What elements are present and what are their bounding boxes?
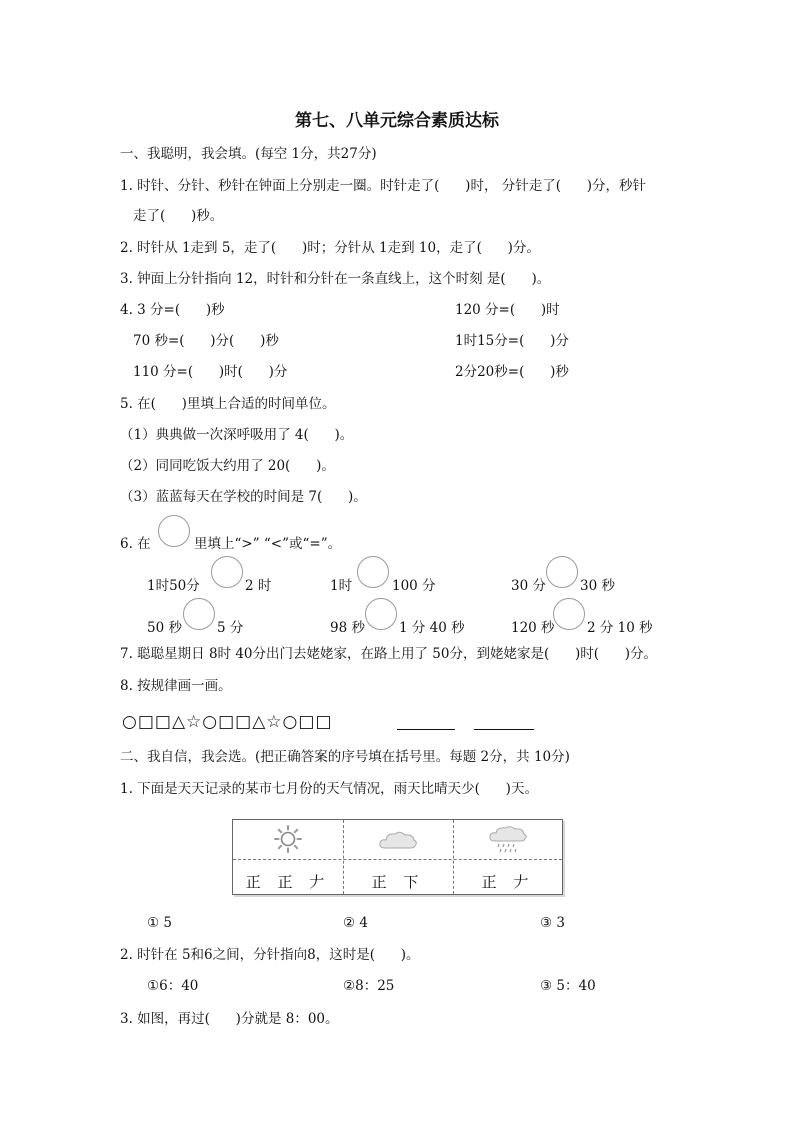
q5a-text: （1）典典做一次深呼吸用了 4( )。: [120, 427, 354, 443]
q7-text: 7. 聪聪星期日 8时 40分出门去姥姥家，在路上用了 50分，到姥姥家是( )时( )分。: [120, 646, 658, 662]
s2-q1-stem: 1. 下面是天天记录的某市七月份的天气情况，雨天比晴天少( )天。: [120, 781, 538, 797]
q6-stem-pre: 6. 在: [120, 536, 151, 552]
q5c-text: （3）蓝蓝每天在学校的时间是 7( )。: [120, 489, 367, 505]
section1-heading: 一、我聪明，我会填。(每空 1分，共27分): [120, 146, 377, 162]
page-title: 第七、八单元综合素质达标: [295, 111, 499, 131]
s2-q2-option-2[interactable]: ②8：25: [343, 978, 395, 994]
q5b-text: （2）同同吃饭大约用了 20( )。: [120, 458, 335, 474]
weather-table: [232, 819, 563, 895]
compare-circle[interactable]: [211, 556, 243, 588]
q6-r2c3-right: 2 分 10 秒: [587, 620, 653, 636]
q6-r1c1-right: 2 时: [245, 578, 272, 594]
q4a-text: 4. 3 分=( )秒: [120, 302, 225, 318]
s2-q1-option-1[interactable]: ① 5: [147, 915, 172, 931]
tally-cloudy: 正 下: [371, 873, 425, 891]
answer-blank[interactable]: [397, 729, 455, 730]
q1-line1: 1. 时针、分针、秒针在钟面上分别走一圈。时针走了( )时， 分针走了( )分，秒针: [120, 178, 647, 194]
q2-text: 2. 时针从 1走到 5，走了( )时；分针从 1走到 10，走了( )分。: [120, 240, 540, 256]
q6-r1c3-left: 30 分: [511, 578, 546, 594]
compare-circle[interactable]: [158, 515, 190, 547]
s2-q2-option-1[interactable]: ①6：40: [147, 978, 199, 994]
q6-r1c2-left: 1时: [330, 578, 353, 594]
compare-circle[interactable]: [553, 598, 585, 630]
compare-circle[interactable]: [365, 598, 397, 630]
s2-q1-option-2[interactable]: ② 4: [343, 915, 368, 931]
q6-r2c1-right: 5 分: [217, 620, 244, 636]
q8-stem: 8. 按规律画一画。: [120, 678, 232, 694]
q4d-text: 1时15分=( )分: [455, 333, 569, 349]
compare-circle[interactable]: [546, 556, 578, 588]
tally-rainy: 正 𠂇: [481, 873, 535, 891]
q6-r2c2-right: 1 分 40 秒: [399, 620, 465, 636]
s2-q2-stem: 2. 时针在 5和6之间，分针指向8，这时是( )。: [120, 947, 420, 963]
section2-heading: 二、我自信，我会选。(把正确答案的序号填在括号里。每题 2分，共 10分): [120, 749, 570, 765]
s2-q1-option-3[interactable]: ③ 3: [540, 915, 565, 931]
s2-q2-option-3[interactable]: ③ 5：40: [540, 978, 596, 994]
q6-stem-post: 里填上“>” “<”或“=”。: [194, 536, 342, 552]
sun-icon: [233, 824, 343, 858]
compare-circle[interactable]: [357, 556, 389, 588]
q6-r1c1-left: 1时50分: [147, 578, 200, 594]
q4f-text: 2分20秒=( )秒: [455, 364, 569, 380]
q6-r2c3-left: 120 秒: [511, 620, 555, 636]
q4b-text: 120 分=( )时: [455, 302, 560, 318]
q4c-text: 70 秒=( )分( )秒: [133, 333, 279, 349]
rain-cloud-icon: [453, 825, 563, 859]
q5-stem: 5. 在( )里填上合适的时间单位。: [120, 396, 336, 412]
q1-line2: 走了( )秒。: [133, 208, 224, 224]
shape-pattern: ○□□△☆○□□△☆○□□: [122, 712, 333, 732]
compare-circle[interactable]: [183, 598, 215, 630]
answer-blank[interactable]: [474, 729, 534, 730]
tally-sunny: 正 正 𠂇: [245, 873, 331, 891]
q6-r2c2-left: 98 秒: [330, 620, 365, 636]
s2-q3-stem: 3. 如图，再过( )分就是 8：00。: [120, 1011, 339, 1027]
q6-r2c1-left: 50 秒: [147, 620, 182, 636]
q6-r1c2-right: 100 分: [392, 578, 436, 594]
q4e-text: 110 分=( )时( )分: [133, 364, 288, 380]
q3-text: 3. 钟面上分针指向 12，时针和分针在一条直线上，这个时刻 是( )。: [120, 271, 551, 287]
cloud-icon: [343, 828, 453, 856]
q6-r1c3-right: 30 秒: [580, 578, 615, 594]
